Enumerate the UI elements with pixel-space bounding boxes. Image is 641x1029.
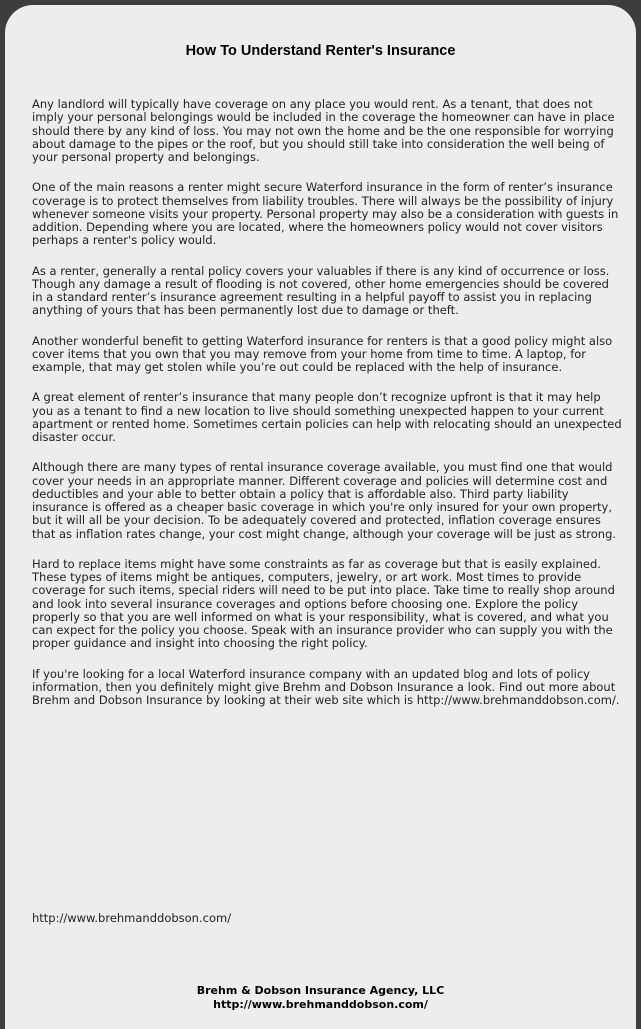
paragraph: A great element of renter’s insurance that many people don’t recognize upfront is that it may help you as a tenant to find a new location to live should something unexpected happen to your current apartment or rented home. Sometimes certain policies can help with relocating should an unexpected disaster occur. [32, 390, 622, 444]
footer-url[interactable]: http://www.brehmanddobson.com/ [213, 998, 428, 1011]
paragraph: Although there are many types of rental insurance coverage available, you must find one that would cover your needs in an appropriate manner. Different coverage and policies will determine cost and deductibles and your able to better obtain a policy that is affordable also. Third party liability insurance is offered as a cheaper basic coverage in which you're only insured for your own property, but it will all be your decision. To be adequately covered and protected, inflation coverage ensures that as inflation rates change, your cost might change, although your coverage will be just as strong. [32, 460, 617, 541]
website-link[interactable]: http://www.brehmanddobson.com/ [32, 911, 232, 925]
paragraph: As a renter, generally a rental policy covers your valuables if there is any kind of occurrence or loss. Though any damage a result of flooding is not covered, other home emergencies should be covered in a standard renter’s insurance agreement resulting in a helpful payoff to assist you in replacing anything of yours that has been permanently lost due to damage or theft. [32, 263, 610, 318]
paragraph: Another wonderful benefit to getting Waterford insurance for renters is that a good policy might also cover items that you own that you may remove from your home from time to time. A laptop, for example, that may get stolen while you’re out could be replaced with the help of insurance. [32, 333, 613, 374]
document-card [5, 5, 636, 1029]
footer [5, 984, 636, 1012]
article-body [32, 98, 622, 724]
paragraph: Hard to replace items might have some constraints as far as coverage but that is easily explained. These types of items might be antiques, computers, jewelry, or art work. Most times to provide coverage for such items, special riders will need to be put into place. Take time to really shop around and look into several insurance coverages and options before choosing one. Explore the policy properly so that you are well informed on what is your responsibility, what is covered, and what you can expect for the policy you choose. Speak with an insurance provider who can supply you with the proper guidance and insight into choosing the right policy. [32, 556, 615, 651]
footer-company: Brehm & Dobson Insurance Agency, LLC [196, 984, 445, 997]
paragraph: Any landlord will typically have coverage on any place you would rent. As a tenant, that does not imply your personal belongings would be included in the coverage the homeowner can have in place should there by any kind of loss. You may not own the home and be the one responsible for worrying about damage to the pipes or the roof, but you should still take into consideration the well being of your personal property and belongings. [32, 97, 615, 164]
page-title: How To Understand Renter's Insurance [185, 43, 456, 59]
paragraph: One of the main reasons a renter might secure Waterford insurance in the form of renter’s insurance coverage is to protect themselves from liability troubles. There will always be the possibility of injury whenever someone visits your property. Personal property may also be a consideration with guests in addition. Depending where you are located, where the homeowners policy would not cover visitors perhaps a renter's policy would. [32, 180, 619, 248]
paragraph: If you're looking for a local Waterford insurance company with an updated blog and lots of policy information, then you definitely might give Brehm and Dobson Insurance a look. Find out more about Brehm and Dobson Insurance by looking at their web site which is http://www.brehmanddobson.com/. [32, 666, 620, 707]
